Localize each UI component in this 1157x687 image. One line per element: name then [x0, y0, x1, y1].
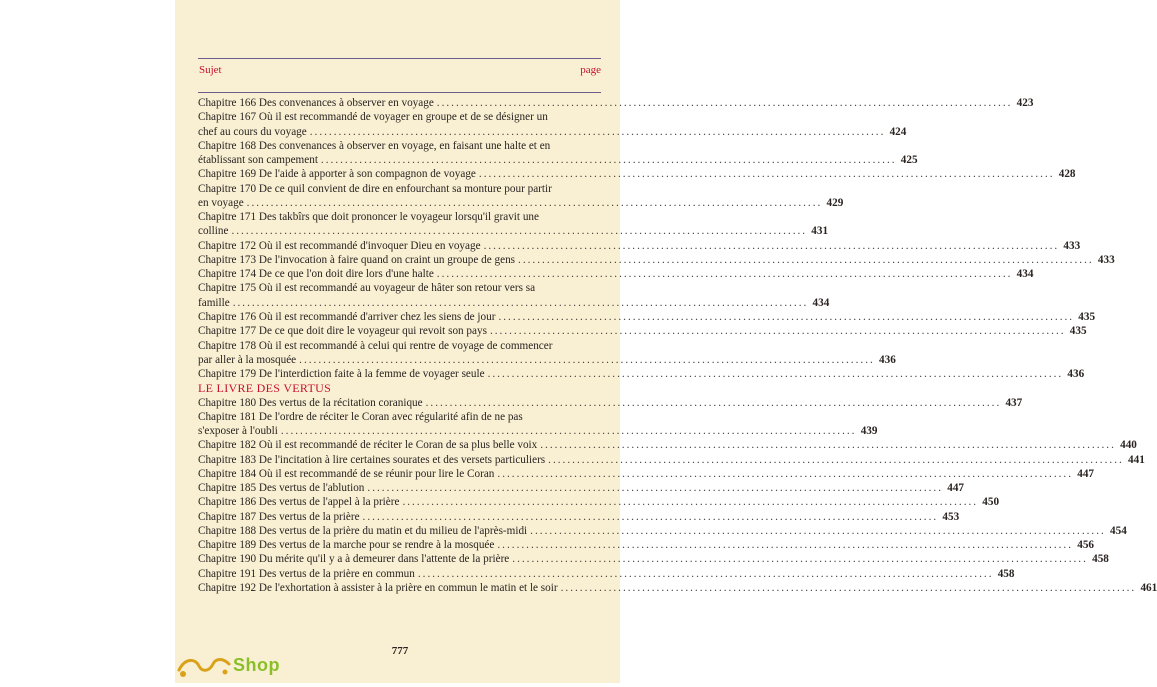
dot-leader: ........................................................................................................................: [367, 482, 944, 495]
dot-leader: ........................................................................................................................: [487, 368, 1064, 381]
toc-entry-title: Chapitre 184 Où il est recommandé de se réunir pour lire le Coran: [198, 467, 495, 480]
toc-entry-continuation: [198, 424, 878, 438]
toc-entry-page: 423: [1016, 96, 1034, 109]
toc-entry-title: famille: [198, 296, 230, 309]
dot-leader: ........................................................................................................................: [518, 253, 1094, 266]
dot-leader: ........................................................................................................................: [231, 225, 808, 238]
toc-entry-title: Chapitre 167 Où il est recommandé de voyager en groupe et de se désigner un: [198, 111, 548, 124]
header-subject-label: Sujet: [199, 64, 222, 76]
toc-entry-page: 454: [1110, 524, 1127, 537]
toc-entry-page: 440: [1120, 439, 1137, 452]
toc-entry-page: 424: [889, 125, 907, 138]
header-rule: [198, 92, 601, 93]
toc-entry-page: 435: [1078, 310, 1096, 323]
toc-entry-title: Chapitre 174 De ce que l'on doit dire lors d'une halte: [198, 268, 434, 281]
toc-entry-title: Chapitre 189 Des vertus de la marche pour se rendre à la mosquée: [198, 539, 495, 552]
toc-entry: [198, 96, 1034, 110]
dot-leader: ........................................................................................................................: [309, 125, 886, 138]
toc-entry-title: Chapitre 181 De l'ordre de réciter le Coran avec régularité afin de ne pas: [198, 410, 523, 423]
toc-entry: [198, 410, 601, 424]
dot-leader: ........................................................................................................................: [498, 310, 1075, 323]
toc-entry-page: 428: [1058, 168, 1076, 181]
toc-entry-page: 458: [1092, 553, 1109, 566]
toc-entry-continuation: [198, 125, 907, 139]
toc-entry: [198, 367, 1085, 381]
toc-entry-title: Chapitre 171 Des takbîrs que doit prononcer le voyageur lorsqu'il gravit une: [198, 211, 539, 224]
toc-entry-title: Chapitre 188 Des vertus de la prière du matin et du milieu de l'après-midi: [198, 524, 528, 537]
dot-leader: ........................................................................................................................: [512, 553, 1088, 566]
toc-entry: [198, 339, 601, 353]
dot-leader: ........................................................................................................................: [320, 154, 897, 167]
dot-leader: ........................................................................................................................: [402, 496, 979, 509]
toc-entry-title: Chapitre 173 De l'invocation à faire quand on craint un groupe de gens: [198, 253, 516, 266]
dot-leader: ........................................................................................................................: [530, 524, 1106, 537]
toc-entry-title: Chapitre 176 Où il est recommandé d'arriver chez les siens de jour: [198, 310, 496, 323]
toc-entry: [198, 581, 1157, 595]
toc-entry-title: Chapitre 178 Où il est recommandé à celui qui rentre de voyage de commencer: [198, 339, 553, 352]
toc-entry-title: Chapitre 191 Des vertus de la prière en commun: [198, 567, 415, 580]
dot-leader: ........................................................................................................................: [483, 239, 1060, 252]
toc-entry: [198, 253, 1115, 267]
dot-leader: ........................................................................................................................: [280, 425, 857, 438]
table-of-contents: [198, 96, 1157, 595]
toc-entry-title: par aller à la mosquée: [198, 353, 297, 366]
dot-leader: ........................................................................................................................: [497, 539, 1073, 552]
toc-entry: [198, 167, 1076, 181]
toc-entry-continuation: [198, 224, 829, 238]
header-page-label: page: [580, 64, 601, 76]
toc-entry: [198, 438, 1137, 452]
toc-entry: [198, 324, 1087, 338]
toc-entry-page: 435: [1069, 325, 1087, 338]
page-number: 777: [391, 645, 409, 657]
dot-leader: ........................................................................................................................: [299, 353, 875, 366]
dot-leader: ........................................................................................................................: [489, 325, 1066, 338]
toc-entry-title: Chapitre 166 Des convenances à observer en voyage: [198, 96, 434, 109]
toc-entry-title: Chapitre 170 De ce quil convient de dire en enfourchant sa monture pour partir: [198, 182, 552, 195]
toc-entry-page: 441: [1128, 453, 1145, 466]
toc-entry: [198, 110, 601, 124]
toc-entry-title: Chapitre 183 De l'incitation à lire certaines sourates et des versets particuliers: [198, 453, 546, 466]
toc-entry-page: 436: [879, 353, 896, 366]
logo-swirl-icon: [175, 652, 235, 682]
toc-entry-title: Chapitre 187 Des vertus de la prière: [198, 510, 360, 523]
toc-entry: [198, 467, 1095, 481]
shop-logo: [175, 652, 295, 682]
dot-leader: ........................................................................................................................: [540, 439, 1116, 452]
toc-entry-title: Chapitre 180 Des vertus de la récitation coranique: [198, 396, 423, 409]
toc-entry: [198, 510, 960, 524]
toc-entry-page: 439: [860, 425, 878, 438]
dot-leader: ........................................................................................................................: [497, 467, 1074, 480]
toc-entry-title: établissant son campement: [198, 154, 318, 167]
toc-entry-page: 447: [947, 482, 965, 495]
toc-entry-page: 453: [942, 510, 960, 523]
toc-entry-page: 434: [1016, 268, 1034, 281]
toc-entry-page: 433: [1063, 239, 1081, 252]
toc-entry-title: Chapitre 168 Des convenances à observer en voyage, en faisant une halte et en: [198, 139, 551, 152]
toc-entry-title: Chapitre 192 De l'exhortation à assister à la prière en commun le matin et le soir: [198, 582, 558, 595]
toc-entry: [198, 538, 1094, 552]
toc-entry-title: Chapitre 190 Du mérite qu'il y a à demeurer dans l'attente de la prière: [198, 553, 510, 566]
toc-entry-title: Chapitre 177 De ce que doit dire le voyageur qui revoit son pays: [198, 325, 487, 338]
toc-entry: [198, 281, 601, 295]
toc-entry: [198, 267, 1034, 281]
dot-leader: ........................................................................................................................: [548, 453, 1124, 466]
toc-entry-title: Chapitre 175 Où il est recommandé au voyageur de hâter son retour vers sa: [198, 282, 536, 295]
toc-entry: [198, 239, 1081, 253]
dot-leader: ........................................................................................................................: [417, 567, 994, 580]
dot-leader: ........................................................................................................................: [425, 396, 1002, 409]
toc-entry-page: 433: [1097, 253, 1115, 266]
toc-entry: [198, 139, 601, 153]
dot-leader: ........................................................................................................................: [362, 510, 939, 523]
toc-entry-title: en voyage: [198, 196, 244, 209]
dot-leader: ........................................................................................................................: [232, 296, 809, 309]
toc-entry: [198, 453, 1145, 467]
toc-entry-continuation: [198, 296, 830, 310]
toc-entry-title: Chapitre 169 De l'aide à apporter à son compagnon de voyage: [198, 168, 476, 181]
toc-entry-title: colline: [198, 225, 229, 238]
top-rule: [198, 58, 601, 59]
toc-entry: [198, 182, 601, 196]
toc-entry-page: 461: [1140, 582, 1157, 595]
toc-entry-page: 434: [812, 296, 830, 309]
toc-entry-title: Chapitre 185 Des vertus de l'ablution: [198, 482, 365, 495]
toc-entry-title: Chapitre 182 Où il est recommandé de réciter le Coran de sa plus belle voix: [198, 439, 538, 452]
toc-entry: [198, 524, 1127, 538]
toc-entry-continuation: [198, 153, 918, 167]
toc-entry: [198, 495, 1000, 509]
toc-entry-page: 456: [1077, 539, 1094, 552]
toc-entry-page: 425: [900, 154, 918, 167]
toc-entry: [198, 310, 1096, 324]
dot-leader: ........................................................................................................................: [436, 96, 1013, 109]
toc-entry-title: chef au cours du voyage: [198, 125, 307, 138]
dot-leader: ........................................................................................................................: [478, 168, 1055, 181]
toc-entry-title: Chapitre 186 Des vertus de l'appel à la prière: [198, 496, 400, 509]
toc-entry: [198, 210, 601, 224]
toc-entry-continuation: [198, 353, 896, 367]
toc-entry: [198, 396, 1023, 410]
toc-entry-title: Chapitre 172 Où il est recommandé d'invoquer Dieu en voyage: [198, 239, 481, 252]
toc-entry-page: 431: [811, 225, 829, 238]
toc-entry-title: Chapitre 179 De l'interdiction faite à la femme de voyager seule: [198, 368, 485, 381]
section-heading: [198, 381, 601, 395]
logo-text: Shop: [233, 655, 280, 675]
toc-entry-title: s'exposer à l'oubli: [198, 425, 278, 438]
dot-leader: ........................................................................................................................: [436, 268, 1013, 281]
toc-entry: [198, 481, 965, 495]
toc-entry-page: 436: [1067, 368, 1085, 381]
toc-entry-page: 458: [997, 567, 1015, 580]
dot-leader: ........................................................................................................................: [246, 196, 823, 209]
toc-entry-continuation: [198, 196, 844, 210]
toc-entry: [198, 567, 1015, 581]
toc-entry-page: 437: [1005, 396, 1023, 409]
toc-entry-page: 429: [826, 196, 844, 209]
dot-leader: ........................................................................................................................: [560, 582, 1137, 595]
section-title: LE LIVRE DES VERTUS: [198, 381, 332, 396]
toc-entry-page: 450: [982, 496, 1000, 509]
toc-entry: [198, 553, 1109, 567]
toc-entry-page: 447: [1077, 467, 1095, 480]
